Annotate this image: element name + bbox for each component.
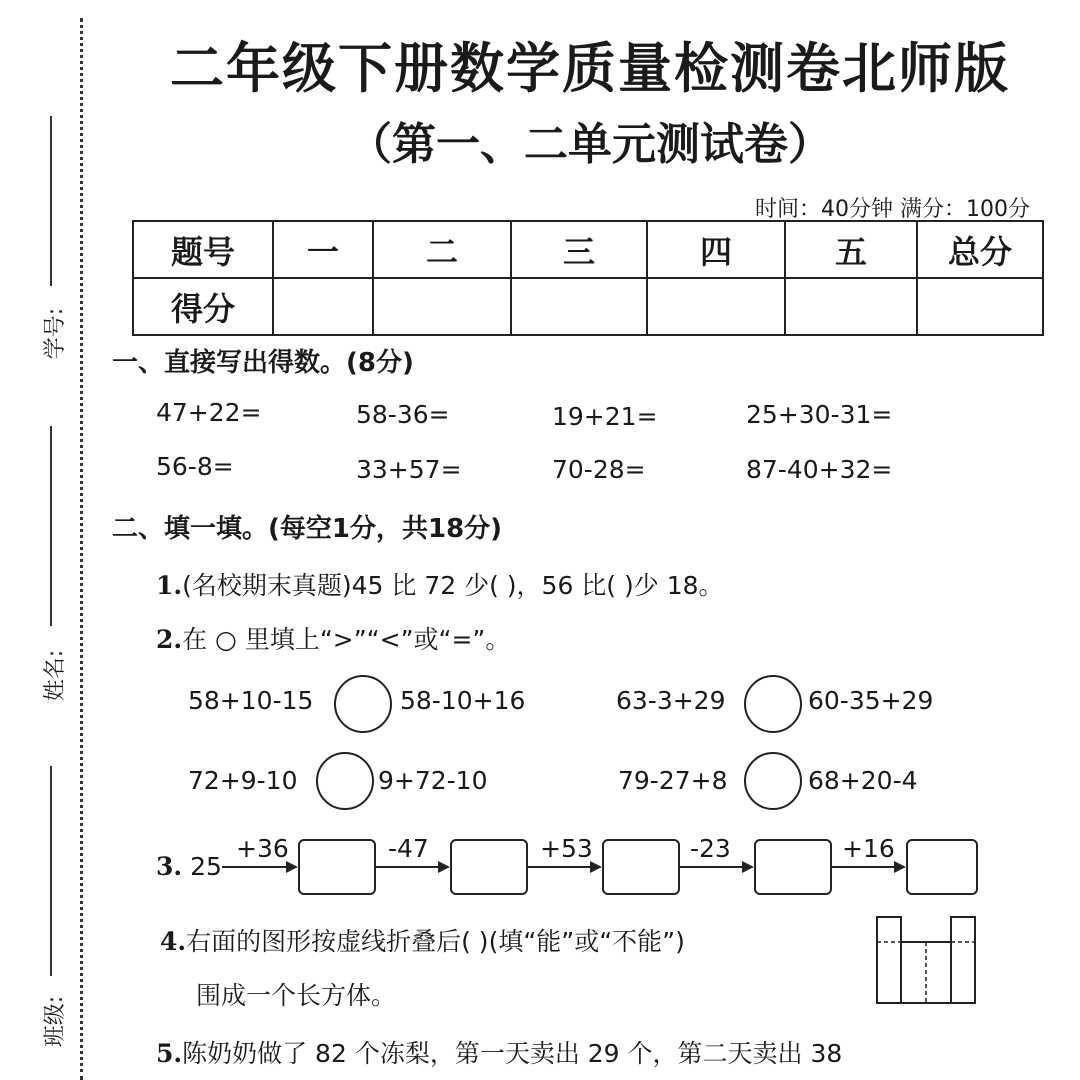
score-row-label: 得分 — [133, 278, 273, 335]
expr-2-3: 70-28= — [552, 455, 646, 484]
compare-4-circle[interactable] — [744, 752, 802, 810]
arrow-5 — [832, 866, 904, 868]
arrow-4 — [680, 866, 752, 868]
compare-1-circle[interactable] — [334, 675, 392, 733]
expr-2-1: 56-8= — [156, 452, 234, 481]
question-2 — [156, 620, 510, 656]
score-table-header-row — [133, 221, 1043, 278]
compare-2-right: 60-35+29 — [808, 686, 934, 715]
folding-net-figure — [876, 916, 976, 1004]
compare-3-circle[interactable] — [316, 752, 374, 810]
header-cell-1: 一 — [273, 221, 373, 278]
score-cell-4[interactable] — [647, 278, 785, 335]
question-1-number: 1. — [156, 571, 183, 600]
name-underline — [50, 426, 52, 626]
op-4: -23 — [690, 834, 731, 863]
op-3: +53 — [540, 834, 593, 863]
question-1 — [156, 566, 724, 602]
page-subtitle: （第一、二单元测试卷） — [348, 119, 832, 170]
arrow-1 — [222, 866, 296, 868]
question-3-number: 3. — [156, 852, 183, 881]
arrow-2 — [376, 866, 448, 868]
header-cell-4: 四 — [647, 221, 785, 278]
question-5-number: 5. — [156, 1039, 183, 1068]
expr-1-2: 58-36= — [356, 400, 450, 429]
score-cell-2[interactable] — [373, 278, 511, 335]
answer-box-5[interactable] — [906, 839, 978, 895]
compare-1-right: 58-10+16 — [400, 686, 526, 715]
header-cell-5: 五 — [785, 221, 917, 278]
compare-1-left: 58+10-15 — [188, 686, 314, 715]
question-3 — [156, 852, 222, 881]
score-cell-5[interactable] — [785, 278, 917, 335]
expr-1-4: 25+30-31= — [746, 400, 893, 429]
question-4-line1: 右面的图形按虚线折叠后( )(填“能”或“不能”) — [186, 927, 685, 956]
score-table — [132, 220, 1044, 336]
answer-box-4[interactable] — [754, 839, 832, 895]
answer-box-1[interactable] — [298, 839, 376, 895]
header-cell-3: 三 — [511, 221, 647, 278]
score-cell-3[interactable] — [511, 278, 647, 335]
class-label: 班级: — [43, 995, 69, 1048]
header-cell-label: 题号 — [133, 221, 273, 278]
header-cell-2: 二 — [373, 221, 511, 278]
score-cell-1[interactable] — [273, 278, 373, 335]
compare-4-left: 79-27+8 — [618, 766, 728, 795]
header-cell-total: 总分 — [917, 221, 1043, 278]
score-table-score-row — [133, 278, 1043, 335]
page-title: 二年级下册数学质量检测卷北师版 — [170, 37, 1010, 100]
name-label: 姓名: — [43, 649, 69, 702]
compare-4-right: 68+20-4 — [808, 766, 918, 795]
op-2: -47 — [388, 834, 429, 863]
answer-box-2[interactable] — [450, 839, 528, 895]
question-2-number: 2. — [156, 625, 183, 654]
expr-2-4: 87-40+32= — [746, 455, 893, 484]
question-4 — [160, 922, 685, 958]
question-2-text: 在 ○ 里填上“>”“<”或“=”。 — [182, 625, 511, 654]
exam-meta: 时间：40分钟 满分：100分 — [755, 197, 1030, 222]
question-4-number: 4. — [160, 927, 187, 956]
op-5: +16 — [842, 834, 895, 863]
question-5 — [156, 1034, 842, 1070]
compare-3-left: 72+9-10 — [188, 766, 298, 795]
answer-box-3[interactable] — [602, 839, 680, 895]
section2-title: 二、填一填。(每空1分，共18分) — [112, 514, 503, 544]
binding-dashed-line — [80, 18, 83, 1080]
expr-1-3: 19+21= — [552, 402, 658, 431]
student-id-label: 学号: — [43, 307, 69, 360]
question-5-text: 陈奶奶做了 82 个冻梨，第一天卖出 29 个，第二天卖出 38 — [182, 1039, 843, 1068]
compare-2-circle[interactable] — [744, 675, 802, 733]
question-3-start: 25 — [190, 852, 222, 881]
section1-title: 一、直接写出得数。(8分) — [112, 348, 414, 378]
compare-3-right: 9+72-10 — [378, 766, 488, 795]
class-underline — [50, 766, 52, 976]
question-4-line2: 围成一个长方体。 — [196, 981, 397, 1010]
expr-2-2: 33+57= — [356, 455, 462, 484]
op-1: +36 — [236, 834, 289, 863]
compare-2-left: 63-3+29 — [616, 686, 726, 715]
expr-1-1: 47+22= — [156, 398, 262, 427]
question-1-text: (名校期末真题)45 比 72 少( )，56 比( )少 18。 — [182, 571, 724, 600]
score-cell-total[interactable] — [917, 278, 1043, 335]
arrow-3 — [528, 866, 600, 868]
